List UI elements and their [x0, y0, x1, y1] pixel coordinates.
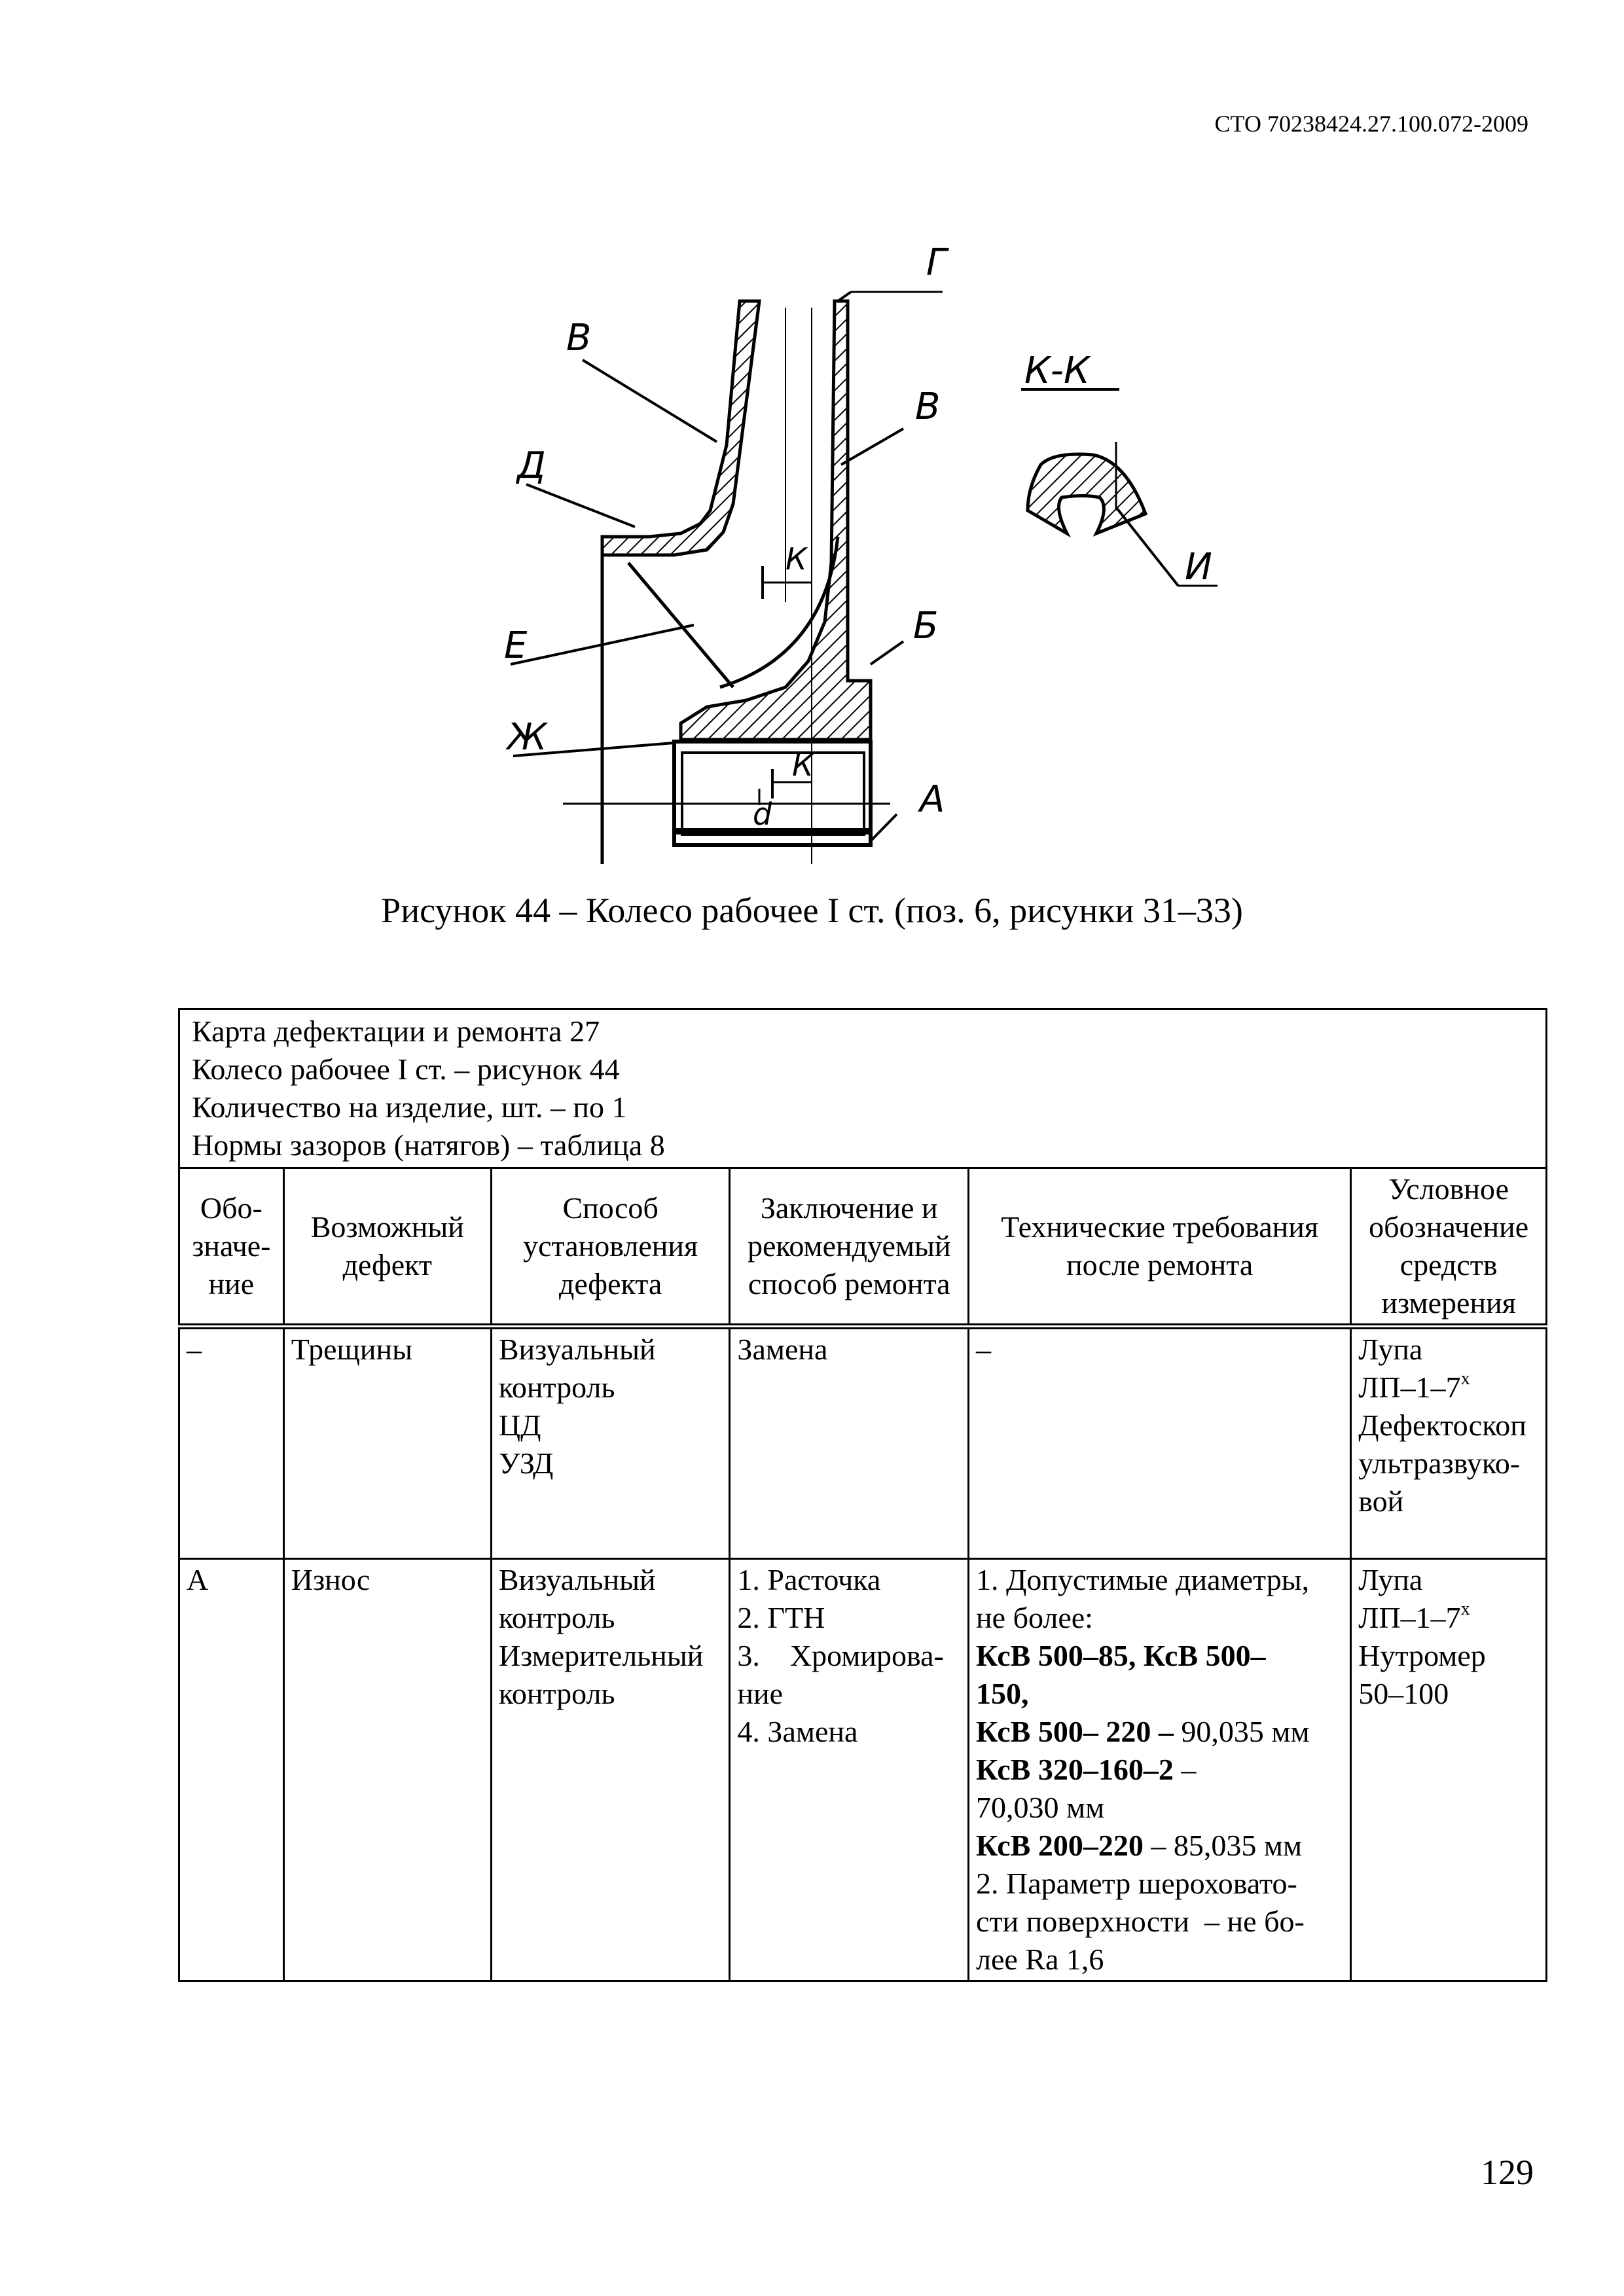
table-row: [179, 1327, 1547, 1559]
document-code: СТО 70238424.27.100.072-2009: [1214, 111, 1528, 137]
blade-edge-line: [628, 563, 733, 687]
cell-method: Визуальный контроль Измерительный контроль: [491, 1559, 730, 1981]
label-section-kk: К-К: [1024, 350, 1090, 392]
cell-defect: Износ: [283, 1559, 491, 1981]
cell-conclusion: Замена: [730, 1327, 969, 1559]
cell-method: Визуальный контроль ЦД УЗД: [491, 1327, 730, 1559]
label-diameter: d: [753, 797, 772, 832]
card-part: Колесо рабочее I ст. – рисунок 44: [192, 1052, 620, 1086]
impeller-drawing: [367, 236, 1218, 884]
cell-designation: А: [179, 1559, 284, 1981]
label-k-lower: К: [792, 747, 814, 783]
blade-left-section: [602, 301, 759, 555]
cell-tools: Лупа $ЛП-1-7^х$ Дефектоскоп ультразвуко- вой: [1351, 1327, 1547, 1559]
impeller-drawing-svg: [367, 236, 1218, 884]
figure-caption: Рисунок 44 – Колесо рабочее I ст. (поз. 6, рисунки 31–33): [381, 891, 1243, 930]
label-i: И: [1185, 546, 1212, 588]
cell-requirements: 1. Допустимые диаметры, не более: КсВ 500–85, КсВ 500– 150, КсВ 500– 220 – 90,035 мм КсВ 320–160–2 – 70,030 мм КсВ 200–220 – 85,035 мм 2. Параметр шероховато- сти поверхности – не бо- лее Ra 1,6: [969, 1559, 1351, 1981]
column-header-row: [179, 1168, 1547, 1327]
card-title: Карта дефектации и ремонта 27: [192, 1014, 600, 1048]
cell-conclusion: 1. Расточка 2. ГТН 3. Хромирова- ние 4. Замена: [730, 1559, 969, 1981]
label-g: Г: [926, 242, 947, 284]
label-b: Б: [913, 605, 939, 647]
cell-tools: Лупа $ЛП-1-7^х$ Нутромер 50–100: [1351, 1559, 1547, 1981]
cell-requirements: –: [969, 1327, 1351, 1559]
col-designation: Обо- значе- ние: [179, 1168, 284, 1327]
col-measuring-tools: Условное обозначение средств измерения: [1351, 1168, 1547, 1327]
card-info-row: [179, 1009, 1547, 1168]
label-a: А: [920, 778, 945, 821]
cell-designation: –: [179, 1327, 284, 1559]
card-clearance-norms: Нормы зазоров (натягов) – таблица 8: [192, 1128, 665, 1162]
card-info: [179, 1009, 1547, 1168]
label-k-upper: К: [785, 541, 807, 577]
page-number: 129: [1481, 2153, 1534, 2192]
col-conclusion: Заключение и рекомендуемый способ ремонта: [730, 1168, 969, 1327]
card-quantity: Количество на изделие, шт. – по 1: [192, 1090, 627, 1124]
label-d: Д: [517, 444, 546, 487]
table-row: [179, 1559, 1547, 1981]
col-defect: Возможный дефект: [283, 1168, 491, 1327]
label-v-right: В: [915, 386, 941, 428]
label-zh: Ж: [507, 716, 547, 759]
defect-repair-card-table: [178, 1008, 1547, 1982]
label-v-left: В: [566, 317, 592, 359]
col-detection-method: Способ установления дефекта: [491, 1168, 730, 1327]
label-e: Е: [504, 624, 528, 667]
col-requirements: Технические требования после ремонта: [969, 1168, 1351, 1327]
cell-defect: Трещины: [283, 1327, 491, 1559]
